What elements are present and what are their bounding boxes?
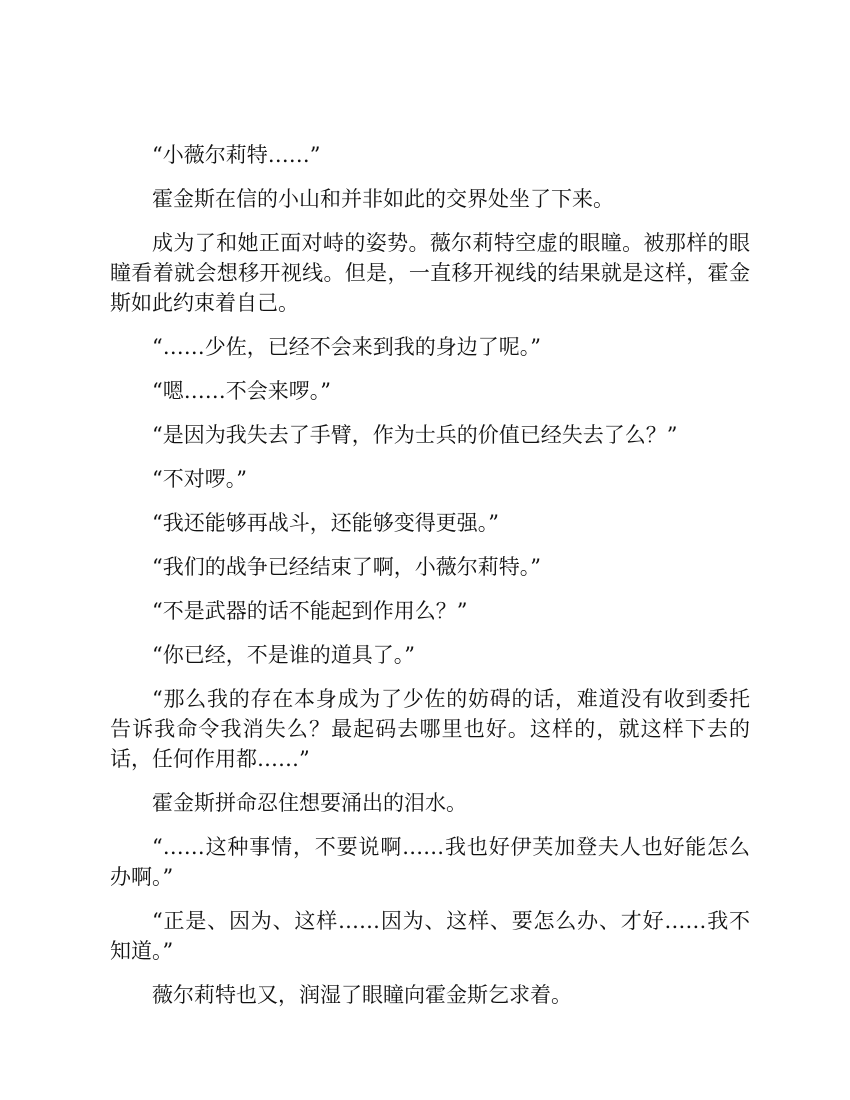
paragraph: “是因为我失去了手臂，作为士兵的价值已经失去了么？” [152,423,678,447]
paragraph: “不是武器的话不能起到作用么？” [152,599,468,623]
paragraph: “你已经，不是谁的道具了。” [152,643,415,667]
paragraph: 薇尔莉特也又，润湿了眼瞳向霍金斯乞求着。 [152,983,572,1007]
paragraph: “小薇尔莉特……” [152,143,321,167]
paragraph: “我们的战争已经结束了啊，小薇尔莉特。” [152,555,541,579]
paragraph: “……这种事情，不要说啊……我也好伊芙加登夫人也好能怎么办啊。” [110,835,750,889]
paragraph: 霍金斯拼命忍住想要涌出的泪水。 [152,791,467,815]
paragraph: “我还能够再战斗，还能够变得更强。” [152,511,499,535]
paragraph: “那么我的存在本身成为了少佐的妨碍的话，难道没有收到委托告诉我命令我消失么？最起码去哪里也好。这样的，就这样下去的话，任何作用都……” [110,687,750,771]
paragraph: “嗯……不会来啰。” [152,379,331,403]
paragraph: 霍金斯在信的小山和并非如此的交界处坐了下来。 [152,187,614,211]
paragraph: “……少佐，已经不会来到我的身边了呢。” [152,335,541,359]
paragraph: “正是、因为、这样……因为、这样、要怎么办、才好……我不知道。” [110,909,750,963]
paragraph: “不对啰。” [152,467,247,491]
document-body [110,140,750,1024]
paragraph: 成为了和她正面对峙的姿势。薇尔莉特空虚的眼瞳。被那样的眼瞳看着就会想移开视线。但是，一直移开视线的结果就是这样，霍金斯如此约束着自己。 [110,231,750,315]
